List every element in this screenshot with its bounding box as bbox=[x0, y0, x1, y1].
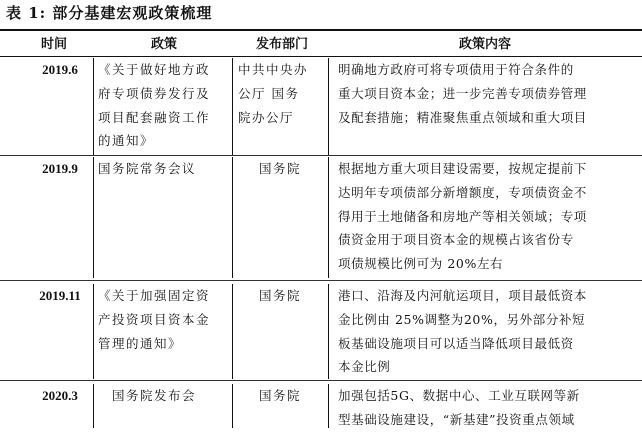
row-2-policy-line: 国务院常务会议 bbox=[98, 161, 197, 176]
column-divider bbox=[328, 157, 329, 278]
header-time: 时间 bbox=[40, 37, 67, 52]
row-2-time: 2019.9 bbox=[42, 161, 78, 176]
row-1-dept-line: 中共中央办 bbox=[238, 62, 309, 77]
row-divider bbox=[0, 380, 642, 381]
row-2-policy bbox=[98, 157, 230, 181]
row-1-content-line: 明确地方政府可将专项债用于符合条件的 bbox=[338, 62, 574, 77]
column-divider bbox=[93, 284, 94, 379]
header-dept: 发布部门 bbox=[255, 37, 308, 52]
column-divider bbox=[232, 384, 233, 428]
row-2-content-line: 债资金用于项目资本金的规模占该省份专 bbox=[338, 232, 574, 248]
row-3-dept-line: 国务院 bbox=[258, 288, 301, 303]
row-1-content-line: 重大项目资本金；进一步完善专项债券管理 bbox=[338, 85, 587, 101]
row-2-content-line: 项债规模比例可为 20%左右 bbox=[338, 256, 504, 272]
table-title: 表 1: 部分基建宏观政策梳理 bbox=[6, 4, 213, 22]
row-divider bbox=[0, 280, 642, 281]
column-divider bbox=[93, 58, 94, 155]
row-1-policy-line: 《关于做好地方政 bbox=[98, 62, 211, 77]
row-2-dept bbox=[232, 157, 328, 181]
row-divider bbox=[0, 155, 642, 156]
row-3-content bbox=[338, 284, 628, 379]
row-1-content-line: 及配套措施；精准聚焦重点领域和重大项目 bbox=[338, 109, 587, 125]
row-4-policy bbox=[112, 384, 244, 408]
row-3-content-line: 本金比例 bbox=[338, 359, 391, 375]
row-1-dept-line: 公厅 国务 bbox=[238, 85, 300, 101]
row-4-content bbox=[338, 384, 628, 432]
row-2-content-line: 达明年专项债部分新增额度，专项债资金不 bbox=[338, 184, 587, 200]
row-1-dept bbox=[238, 58, 322, 129]
column-divider bbox=[93, 157, 94, 278]
column-divider bbox=[93, 384, 94, 428]
column-divider bbox=[232, 284, 233, 379]
row-3-policy-line: 管理的通知》 bbox=[98, 335, 183, 351]
row-4-dept-line: 国务院 bbox=[258, 388, 301, 403]
row-3-content-line: 金比例由 25%调整为20%，另外部分补短 bbox=[338, 311, 586, 327]
row-1-policy-line: 项目配套融资工作 bbox=[98, 109, 211, 125]
row-3-content-line: 港口、沿海及内河航运项目，项目最低资本 bbox=[338, 288, 587, 303]
row-3-policy-line: 《关于加强固定资 bbox=[98, 288, 211, 303]
top-rule bbox=[0, 29, 642, 31]
row-2-content-line: 得用于土地储备和房地产等相关领域；专项 bbox=[338, 208, 587, 224]
column-divider bbox=[328, 58, 329, 155]
column-divider bbox=[232, 58, 233, 155]
row-4-content-line: 加强包括5G、数据中心、工业互联网等新 bbox=[338, 388, 580, 403]
row-3-policy-line: 产投资项目资本金 bbox=[98, 311, 211, 327]
row-1-time: 2019.6 bbox=[42, 62, 78, 77]
header-content: 政策内容 bbox=[458, 37, 511, 52]
row-1-policy-line: 府专项债券发行及 bbox=[98, 85, 211, 101]
row-1-dept-line: 院办公厅 bbox=[238, 109, 295, 125]
row-2-content bbox=[338, 157, 628, 276]
row-3-policy bbox=[98, 284, 230, 355]
row-1-content bbox=[338, 58, 628, 129]
header-rule bbox=[0, 56, 642, 57]
row-2-dept-line: 国务院 bbox=[258, 161, 301, 176]
row-4-content-line: 型基础设施建设，“新基建”投资重点领域 bbox=[338, 411, 575, 427]
row-4-time: 2020.3 bbox=[42, 388, 78, 403]
row-3-dept bbox=[232, 284, 328, 308]
row-3-time: 2019.11 bbox=[39, 288, 81, 303]
row-4-policy-line: 国务院发布会 bbox=[112, 388, 197, 403]
row-4-dept bbox=[232, 384, 328, 408]
row-2-content-line: 根据地方重大项目建设需要，按规定提前下 bbox=[338, 161, 587, 176]
row-1-policy bbox=[98, 58, 230, 153]
column-divider bbox=[328, 384, 329, 428]
column-divider bbox=[232, 157, 233, 278]
header-policy: 政策 bbox=[150, 37, 177, 52]
row-1-policy-line: 的通知》 bbox=[98, 133, 155, 149]
column-divider bbox=[328, 284, 329, 379]
row-3-content-line: 板基础设施项目可以适当降低项目最低资 bbox=[338, 335, 574, 351]
